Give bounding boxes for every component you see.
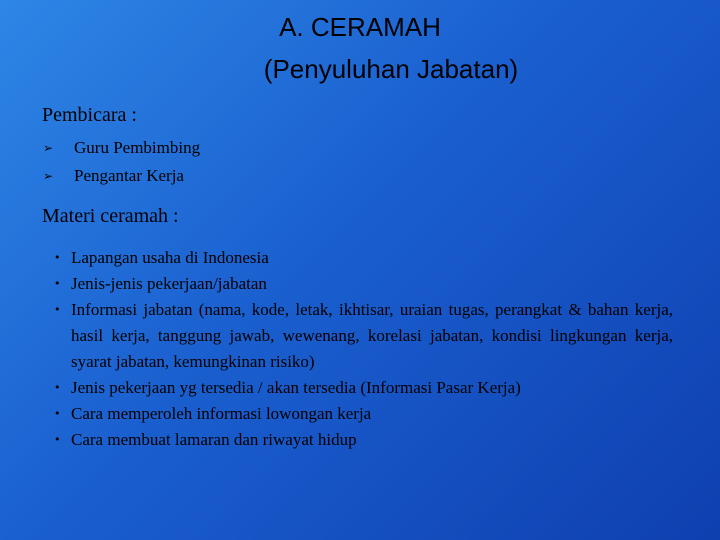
material-list <box>54 245 673 453</box>
dot-bullet-icon: • <box>54 303 61 316</box>
slide-title-line2: (Penyuluhan Jabatan) <box>263 54 519 84</box>
speakers-heading: Pembicara : <box>42 104 137 126</box>
speaker-label: Guru Pembimbing <box>74 138 201 157</box>
dot-bullet-icon: • <box>54 381 61 394</box>
list-item <box>54 245 673 271</box>
list-item <box>54 401 673 427</box>
list-item <box>42 162 200 190</box>
material-heading: Materi ceramah : <box>42 205 179 227</box>
list-item <box>54 271 673 297</box>
material-item-text: Informasi jabatan (nama, kode, letak, ikhtisar, uraian tugas, perangkat & bahan kerja, hasil kerja, tanggung jawab, wewenang, korelasi jabatan, kondisi lingkungan kerja, syarat jabatan, kemungkinan risiko) <box>71 300 673 371</box>
material-item-text: Jenis-jenis pekerjaan/jabatan <box>71 274 267 293</box>
speakers-list <box>42 134 200 190</box>
slide-title <box>0 11 720 43</box>
list-item <box>54 375 673 401</box>
material-item-text: Lapangan usaha di Indonesia <box>71 248 269 267</box>
list-item <box>42 134 200 162</box>
arrow-bullet-icon: ➢ <box>43 169 54 183</box>
slide-subtitle <box>0 53 720 85</box>
material-item-text: Jenis pekerjaan yg tersedia / akan tersedia (Informasi Pasar Kerja) <box>71 378 521 397</box>
dot-bullet-icon: • <box>54 433 61 446</box>
dot-bullet-icon: • <box>54 251 61 264</box>
material-item-text: Cara memperoleh informasi lowongan kerja <box>71 404 372 423</box>
dot-bullet-icon: • <box>54 277 61 290</box>
slide-title-line1: A. CERAMAH <box>279 12 441 42</box>
arrow-bullet-icon: ➢ <box>43 141 54 155</box>
material-item-text: Cara membuat lamaran dan riwayat hidup <box>71 430 357 449</box>
dot-bullet-icon: • <box>54 407 61 420</box>
speaker-label: Pengantar Kerja <box>74 166 184 185</box>
list-item <box>54 297 673 375</box>
list-item <box>54 427 673 453</box>
